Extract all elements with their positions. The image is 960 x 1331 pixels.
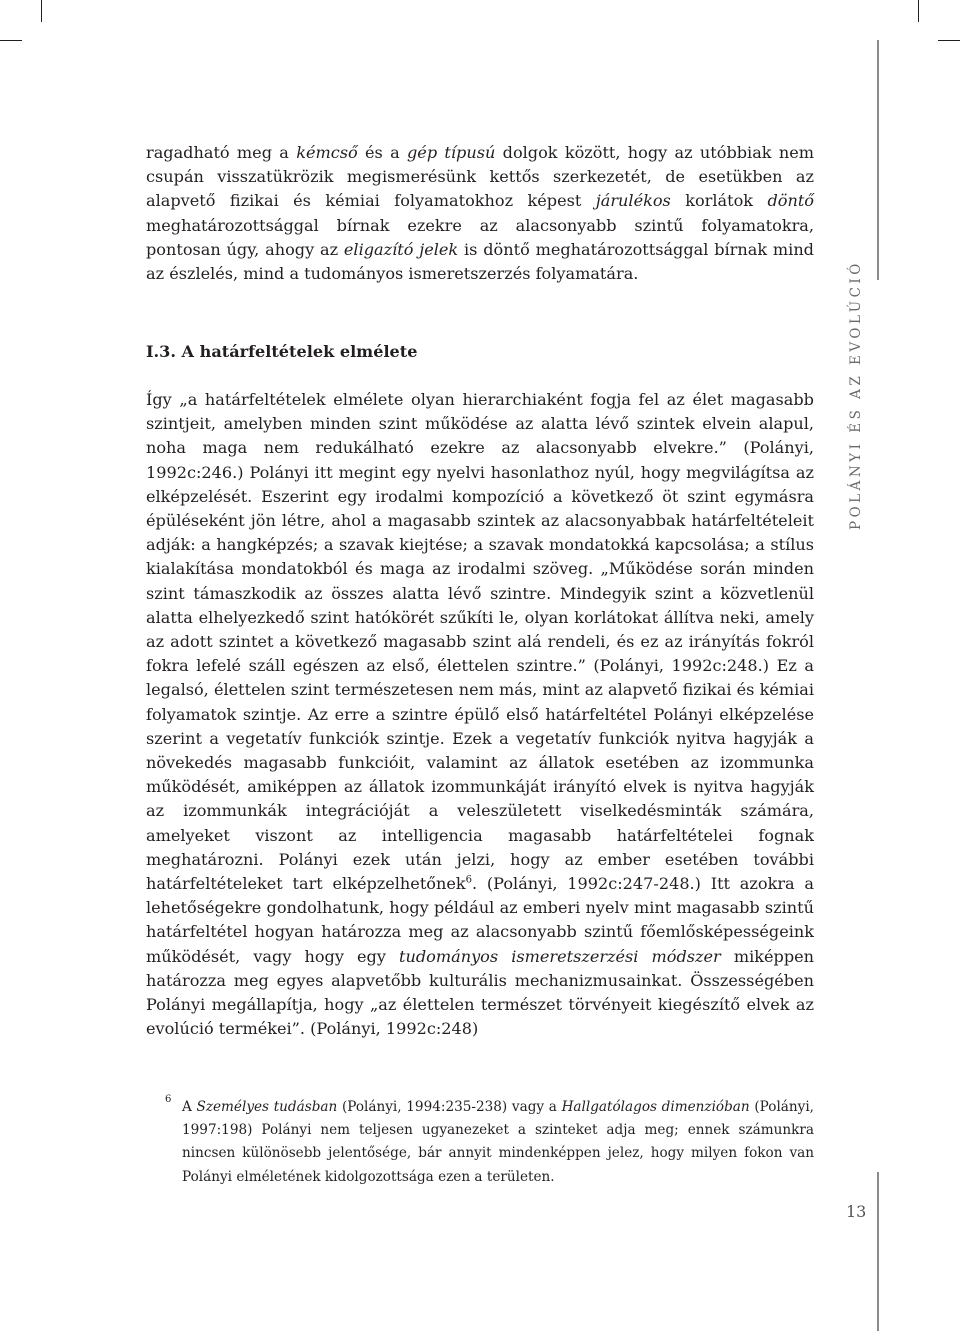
footnote-ref: 6 xyxy=(465,874,472,886)
crop-mark-top-left xyxy=(41,0,42,22)
section-heading: I.3. A határfeltételek elmélete xyxy=(146,342,418,361)
crop-mark-right xyxy=(938,40,960,41)
running-title: POLÁNYI ÉS AZ EVOLÚCIÓ xyxy=(848,260,864,530)
page-number: 13 xyxy=(846,1202,867,1221)
paragraph-continued: ragadható meg a kémcső és a gép típusú dolgok között, hogy az utóbbiak nem csupán visszatükrözik megismerésünk kettős szerkezetét, de esetükben az alapvető fizikai és kémiai folyamatokhoz képest járulékos korlátok döntő meghatározottsággal bírnak ezekre az alacsonyabb szintű folyamatokra, pontosan úgy, ahogy az eligazító jelek is döntő meghatározottsággal bírnak mind az észlelés, mind a tudományos ismeretszerzés folyamatára. xyxy=(146,143,814,284)
side-rule-top xyxy=(877,40,879,280)
paragraph-main: Így „a határfeltételek elmélete olyan hierarchiaként fogja fel az élet magasabb szintjeit, amelyben minden szint működése az alatta lévő szintek elvein alapul, noha maga nem redukálható ezekre az alacsonyabb elvekre.” (Polányi, 1992c:246.) Polányi itt megint egy nyelvi hasonlathoz nyúl, hogy megvilágítsa az elképzelését. Eszerint egy irodalmi kompozíció a következő öt szint egymásra épüléseként jön létre, ahol a magasabb szintek az alacsonyabbak határfeltételeit adják: a hangképzés; a szavak kiejtése; a szavak mondatokká kapcsolása; a stílus kialakítása mondatokból és maga az irodalmi szöveg. „Működése során minden szint támaszkodik az összes alatta lévő szintre. Mindegyik szint a közvetlenül alatta elhelyezkedő szint hatókörét szűkíti le, olyan korlátokat állítva neki, amely az adott szintet a következő magasabb szint alá rendeli, és ez az irányítás fokról fokra lefelé száll egészen az első, élettelen szintre.” (Polányi, 1992c:248.) Ez a legalsó, élettelen szint természetesen nem más, mint az alapvető fizikai és kémiai folyamatok szintje. Az erre a szintre épülő első határfeltétel Polányi elképzelése szerint a vegetatív funkciók szintje. Ezek a vegetatív funkciók nyitva hagyják a növekedés magasabb funkcióit, valamint az állatok esetében az izommunka működését, amiképpen az állatok izommunkáját irányító elvek is nyitva hagyják az izommunkák integrációját a veleszületett viselkedésminták számára, amelyeket viszont az intelligencia magasabb határfeltételei fognak meghatározni. Polányi ezek után jelzi, hogy az ember esetében további határfeltételeket tart elképzelhetőnek$^6$. (Polányi, 1992c:247-248.) Itt azokra a lehetőségekre gondolhatunk, hogy például az emberi nyelv mint magasabb szintű határfeltétel hogyan határozza meg az alacsonyabb szintű főemlősképességeink működését, vagy hogy egy tudományos ismeretszerzési módszer miképpen határozza meg egyes alapvetőbb kulturális mechanizmusainkat. Összességében Polányi megállapítja, hogy „az élettelen természet törvényeit kiegészítő elvek az evolúció termékei”. (Polányi, 1992c:248) xyxy=(146,390,815,1039)
footnote-number: 6 xyxy=(165,1094,172,1105)
crop-mark-left xyxy=(0,40,22,41)
crop-mark-top-right xyxy=(918,0,919,22)
side-rule-bottom xyxy=(877,1172,879,1331)
footnote: A Személyes tudásban (Polányi, 1994:235-238) vagy a Hallgatólagos dimenzióban (Polányi, 1997:198) Polányi nem teljesen ugyanezeket a szinteket adja meg; ennek számunkra nincsen különösebb jelentősége, bár annyit mindenképpen jelez, hogy milyen fokon van Polányi elméletének kidolgozottsága ezen a területen. xyxy=(182,1099,814,1185)
